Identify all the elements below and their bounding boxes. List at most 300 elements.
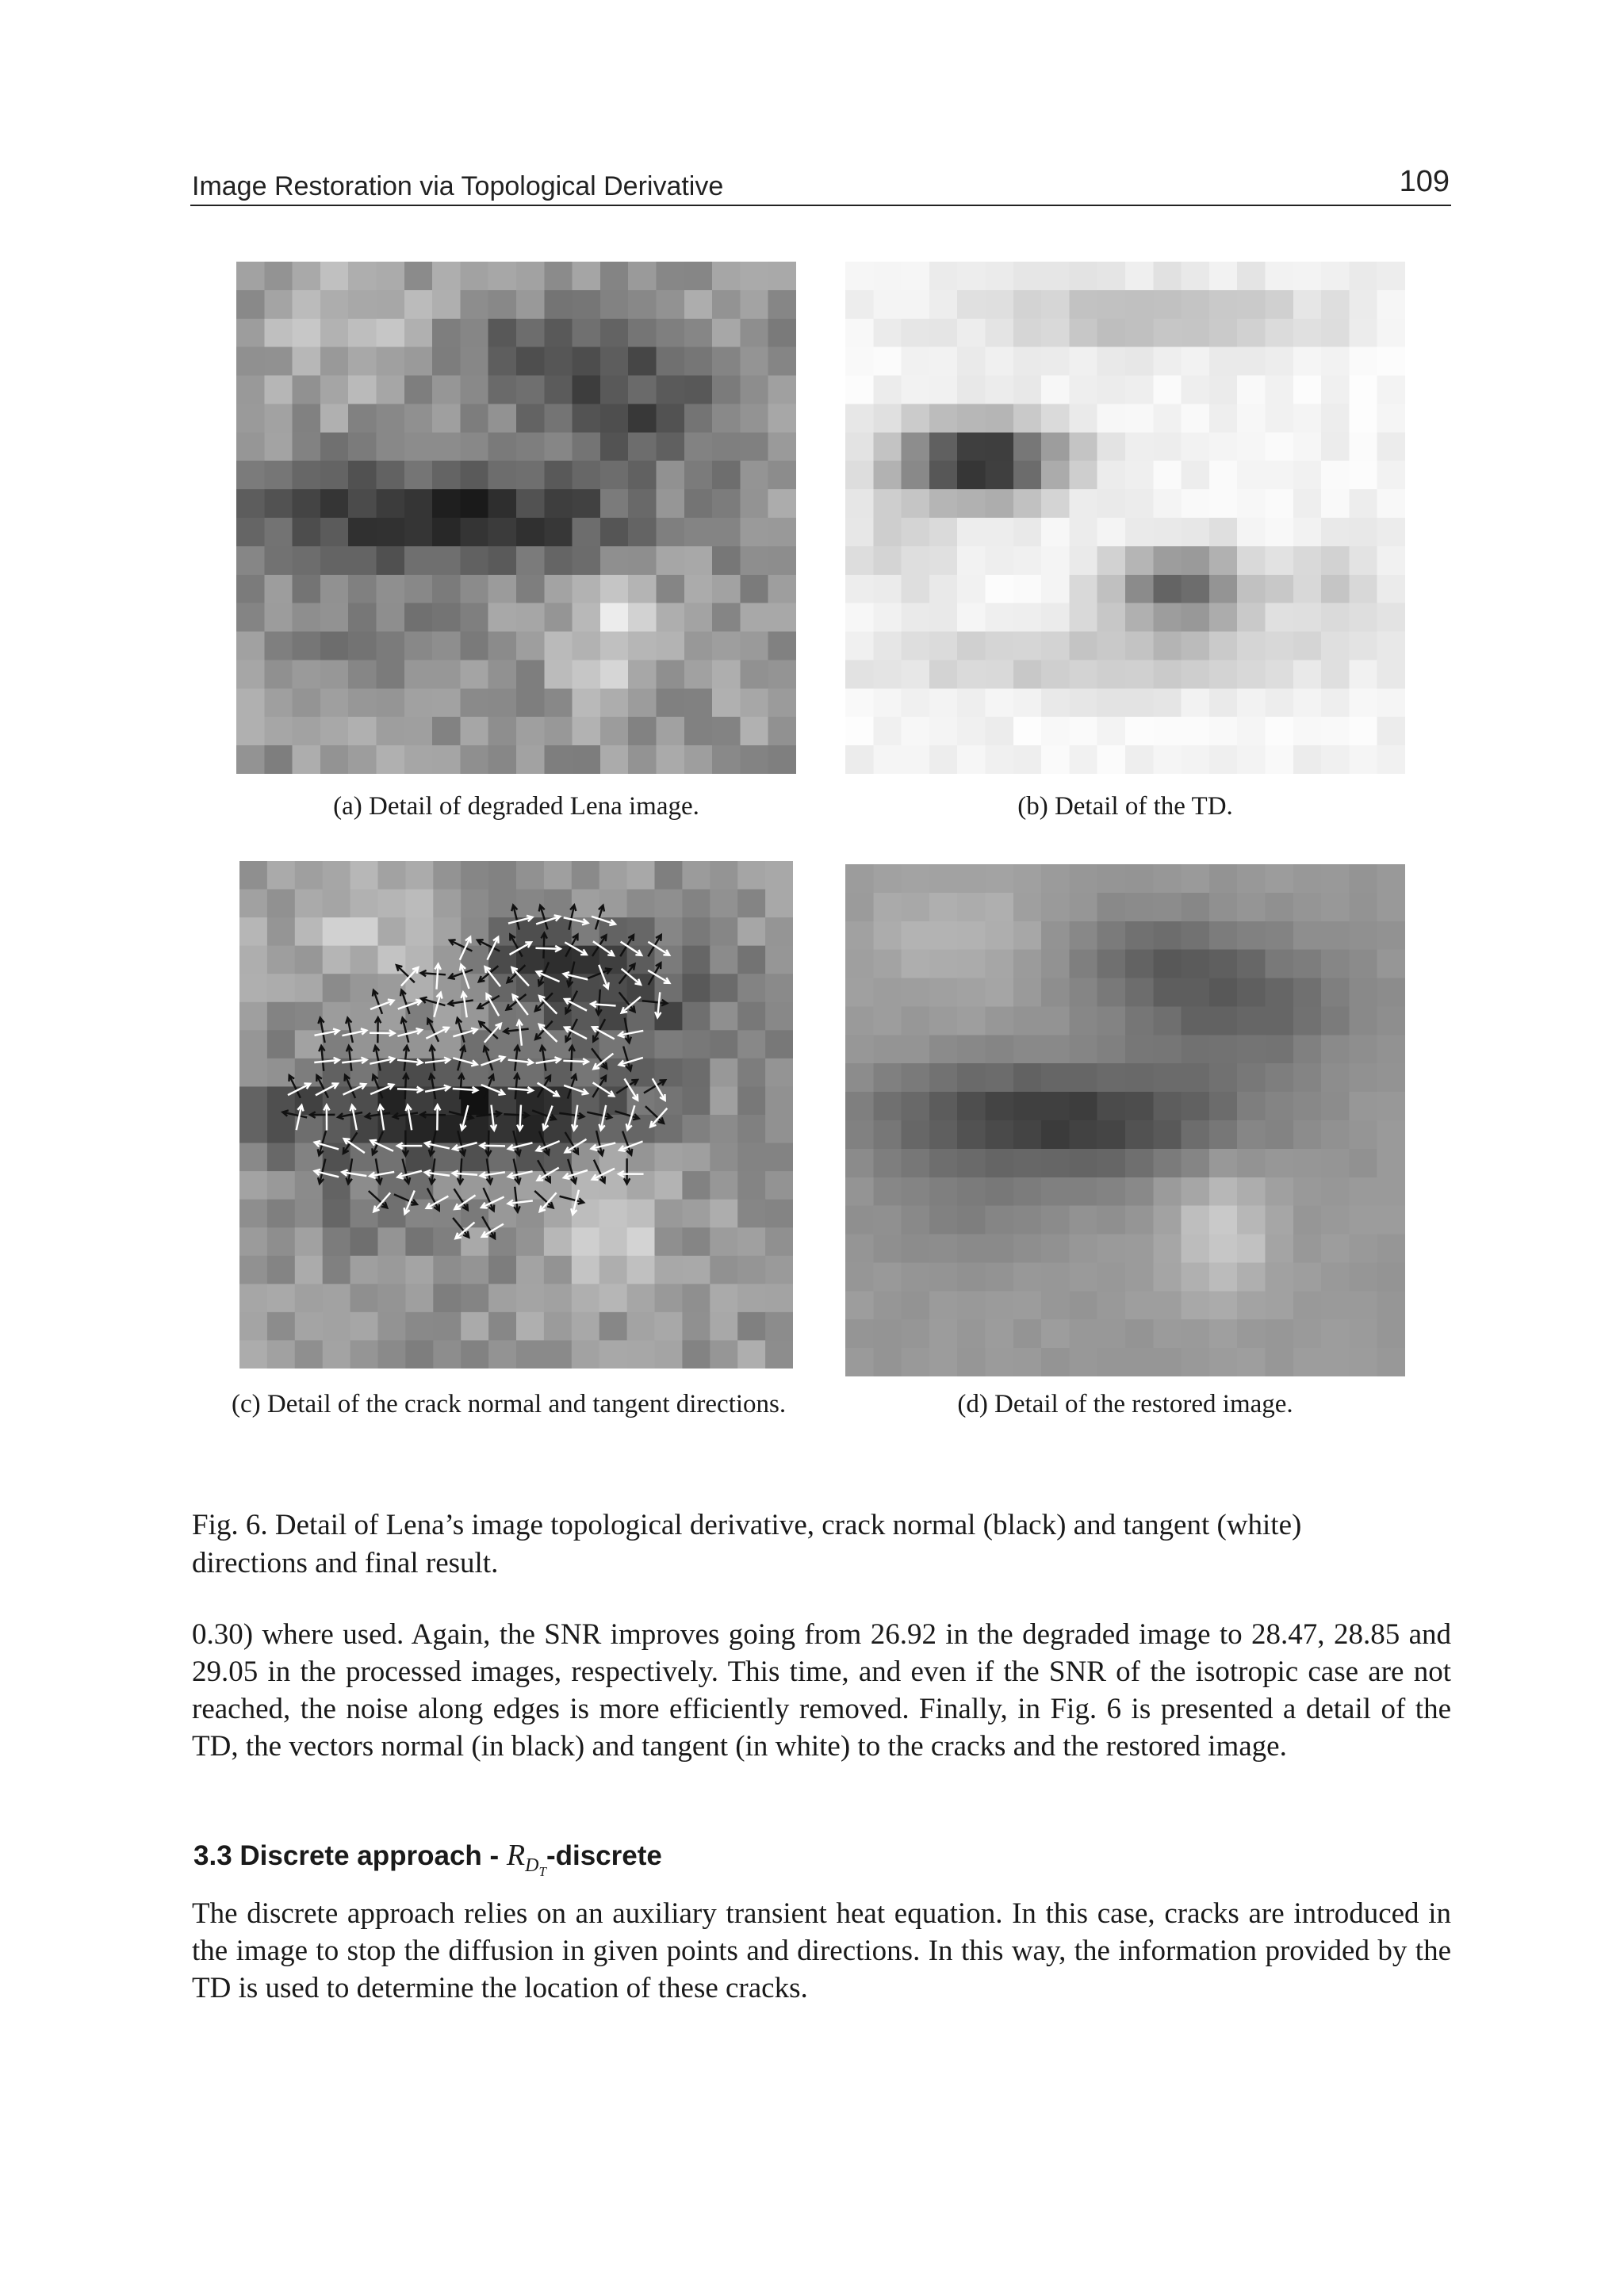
degraded-image-pixel bbox=[404, 632, 433, 661]
td-map-pixel bbox=[1293, 745, 1322, 774]
restored-image-pixel bbox=[1209, 1291, 1238, 1320]
degraded-image-pixel bbox=[236, 262, 265, 291]
td-map-pixel bbox=[1293, 518, 1322, 547]
td-map-pixel bbox=[986, 432, 1014, 461]
restored-image-pixel bbox=[1125, 893, 1154, 922]
td-map-pixel bbox=[1041, 290, 1070, 320]
td-map-pixel bbox=[873, 461, 902, 490]
crack-image-pixel bbox=[599, 1284, 628, 1312]
restored-image-pixel bbox=[1125, 1291, 1154, 1320]
degraded-image-pixel bbox=[236, 319, 265, 348]
crack-image-pixel bbox=[737, 1312, 766, 1341]
crack-image-pixel bbox=[405, 1030, 434, 1058]
restored-image-pixel bbox=[1153, 1235, 1182, 1264]
crack-image-pixel bbox=[267, 861, 296, 890]
crack-image-pixel bbox=[682, 861, 710, 890]
crack-image-pixel bbox=[737, 861, 766, 890]
degraded-image-pixel bbox=[488, 603, 517, 633]
degraded-image-pixel bbox=[488, 461, 517, 490]
restored-image-pixel bbox=[1041, 1006, 1070, 1035]
restored-image-pixel bbox=[1125, 1063, 1154, 1093]
restored-image-pixel bbox=[902, 1291, 930, 1320]
td-map-pixel bbox=[845, 461, 874, 490]
crack-image-pixel bbox=[544, 890, 573, 918]
degraded-image-pixel bbox=[657, 660, 685, 689]
td-map-pixel bbox=[1041, 632, 1070, 661]
degraded-image-pixel bbox=[712, 575, 741, 604]
restored-image-pixel bbox=[1125, 1120, 1154, 1150]
td-map-pixel bbox=[873, 660, 902, 689]
restored-image-pixel bbox=[1209, 1063, 1238, 1093]
td-map-pixel bbox=[873, 262, 902, 291]
degraded-image-pixel bbox=[628, 404, 657, 433]
restored-image-pixel bbox=[1209, 1319, 1238, 1349]
td-map-pixel bbox=[1293, 632, 1322, 661]
degraded-image-pixel bbox=[684, 745, 713, 774]
degraded-image-pixel bbox=[740, 262, 768, 291]
figure-panel-c-crack-directions bbox=[239, 861, 793, 1369]
restored-image-pixel bbox=[957, 950, 986, 979]
degraded-image-pixel bbox=[573, 546, 601, 576]
degraded-image-pixel bbox=[293, 461, 321, 490]
degraded-image-pixel bbox=[488, 376, 517, 405]
td-map-pixel bbox=[1013, 376, 1042, 405]
restored-image-pixel bbox=[1125, 950, 1154, 979]
td-map-pixel bbox=[1266, 632, 1294, 661]
restored-image-pixel bbox=[902, 1235, 930, 1264]
td-map-pixel bbox=[1013, 717, 1042, 746]
td-map-pixel bbox=[1153, 546, 1182, 576]
degraded-image-pixel bbox=[768, 603, 796, 633]
td-map-pixel bbox=[1321, 262, 1350, 291]
td-map-pixel bbox=[1097, 461, 1126, 490]
degraded-image-pixel bbox=[684, 376, 713, 405]
td-map-pixel bbox=[957, 404, 986, 433]
td-map-pixel bbox=[1377, 660, 1405, 689]
restored-image-pixel bbox=[957, 1063, 986, 1093]
restored-image-pixel bbox=[1209, 864, 1238, 894]
restored-image-pixel bbox=[1069, 1235, 1097, 1264]
crack-image-pixel bbox=[627, 1256, 656, 1284]
td-map-pixel bbox=[1349, 546, 1377, 576]
crack-image-pixel bbox=[267, 1340, 296, 1369]
td-map-pixel bbox=[957, 290, 986, 320]
restored-image-pixel bbox=[845, 1092, 874, 1121]
restored-image-pixel bbox=[1013, 1120, 1042, 1150]
crack-image-pixel bbox=[405, 1002, 434, 1031]
td-map-pixel bbox=[1125, 347, 1154, 377]
degraded-image-pixel bbox=[516, 717, 545, 746]
td-map-pixel bbox=[873, 432, 902, 461]
td-map-pixel bbox=[1097, 432, 1126, 461]
degraded-image-pixel bbox=[712, 717, 741, 746]
restored-image-pixel bbox=[1209, 1092, 1238, 1121]
degraded-image-pixel bbox=[544, 461, 573, 490]
restored-image-pixel bbox=[1182, 1291, 1210, 1320]
td-map-pixel bbox=[1293, 432, 1322, 461]
crack-image-pixel bbox=[627, 861, 656, 890]
td-map-pixel bbox=[873, 319, 902, 348]
td-map-pixel bbox=[929, 404, 958, 433]
restored-image-pixel bbox=[1237, 1006, 1266, 1035]
degraded-image-pixel bbox=[404, 347, 433, 377]
restored-image-pixel bbox=[1349, 978, 1377, 1008]
crack-image-pixel bbox=[710, 1256, 738, 1284]
restored-image-pixel bbox=[1266, 1092, 1294, 1121]
crack-image-pixel bbox=[710, 861, 738, 890]
crack-image-pixel bbox=[433, 1312, 462, 1341]
restored-image-pixel bbox=[1349, 1206, 1377, 1235]
td-map-pixel bbox=[1266, 319, 1294, 348]
td-map-pixel bbox=[1125, 290, 1154, 320]
degraded-image-pixel bbox=[573, 432, 601, 461]
degraded-image-pixel bbox=[657, 432, 685, 461]
crack-image-pixel bbox=[239, 1312, 268, 1341]
degraded-image-pixel bbox=[348, 603, 377, 633]
crack-image-pixel bbox=[710, 917, 738, 946]
td-map-pixel bbox=[1041, 404, 1070, 433]
td-map-pixel bbox=[1293, 376, 1322, 405]
degraded-image-pixel bbox=[488, 660, 517, 689]
restored-image-pixel bbox=[1069, 1291, 1097, 1320]
degraded-image-pixel bbox=[348, 546, 377, 576]
crack-image-pixel bbox=[765, 1227, 793, 1256]
td-map-pixel bbox=[902, 632, 930, 661]
degraded-image-pixel bbox=[657, 376, 685, 405]
restored-image-pixel bbox=[929, 1206, 958, 1235]
crack-image-pixel bbox=[433, 1227, 462, 1256]
restored-image-pixel bbox=[1209, 950, 1238, 979]
crack-image-pixel bbox=[295, 946, 324, 974]
restored-image-pixel bbox=[1266, 1235, 1294, 1264]
td-map-pixel bbox=[1209, 717, 1238, 746]
crack-image-pixel bbox=[239, 1227, 268, 1256]
degraded-image-pixel bbox=[684, 632, 713, 661]
figure-caption: Fig. 6. Detail of Lena’s image topological derivative, crack normal (black) and tangent (white) directions and final result. bbox=[192, 1509, 1302, 1579]
td-map-pixel bbox=[1069, 461, 1097, 490]
crack-image-pixel bbox=[239, 1171, 268, 1200]
degraded-image-pixel bbox=[320, 347, 349, 377]
crack-image-pixel bbox=[378, 861, 407, 890]
degraded-image-pixel bbox=[432, 290, 461, 320]
crack-image-pixel bbox=[295, 1086, 324, 1115]
td-map-pixel bbox=[929, 632, 958, 661]
td-map-pixel bbox=[929, 432, 958, 461]
restored-image-pixel bbox=[986, 864, 1014, 894]
crack-image-pixel bbox=[599, 1312, 628, 1341]
crack-image-pixel bbox=[737, 1200, 766, 1228]
td-map-pixel bbox=[1209, 319, 1238, 348]
restored-image-pixel bbox=[1349, 950, 1377, 979]
degraded-image-pixel bbox=[264, 603, 293, 633]
restored-image-pixel bbox=[1377, 1291, 1405, 1320]
td-map-pixel bbox=[1266, 745, 1294, 774]
restored-image-pixel bbox=[1182, 1063, 1210, 1093]
degraded-image-pixel bbox=[264, 660, 293, 689]
degraded-image-pixel bbox=[684, 603, 713, 633]
td-map-pixel bbox=[1237, 717, 1266, 746]
td-map-pixel bbox=[1013, 603, 1042, 633]
restored-image-pixel bbox=[1125, 1206, 1154, 1235]
crack-image-pixel bbox=[295, 1002, 324, 1031]
degraded-image-pixel bbox=[768, 489, 796, 519]
degraded-image-pixel bbox=[573, 575, 601, 604]
td-map-pixel bbox=[902, 461, 930, 490]
td-map-pixel bbox=[1293, 489, 1322, 519]
degraded-image-pixel bbox=[712, 290, 741, 320]
crack-image-pixel bbox=[544, 861, 573, 890]
degraded-image-pixel bbox=[320, 290, 349, 320]
crack-image-pixel bbox=[544, 917, 573, 946]
td-map-pixel bbox=[1237, 461, 1266, 490]
crack-image-pixel bbox=[572, 861, 600, 890]
restored-image-pixel bbox=[1321, 978, 1350, 1008]
restored-image-pixel bbox=[1266, 978, 1294, 1008]
degraded-image-pixel bbox=[236, 376, 265, 405]
crack-image-pixel bbox=[682, 1086, 710, 1115]
restored-image-pixel bbox=[873, 1319, 902, 1349]
restored-image-pixel bbox=[1209, 893, 1238, 922]
td-map-pixel bbox=[1125, 546, 1154, 576]
degraded-image-pixel bbox=[712, 660, 741, 689]
degraded-image-pixel bbox=[293, 347, 321, 377]
restored-image-pixel bbox=[1377, 1149, 1405, 1178]
degraded-image-pixel bbox=[600, 632, 629, 661]
degraded-image-pixel bbox=[544, 546, 573, 576]
degraded-image-pixel bbox=[404, 546, 433, 576]
td-map-pixel bbox=[1377, 688, 1405, 718]
crack-image-pixel bbox=[627, 1030, 656, 1058]
degraded-image-pixel bbox=[628, 347, 657, 377]
degraded-image-pixel bbox=[404, 290, 433, 320]
restored-image-pixel bbox=[986, 1206, 1014, 1235]
restored-image-pixel bbox=[1069, 1092, 1097, 1121]
restored-image-pixel bbox=[1349, 1235, 1377, 1264]
crack-image-pixel bbox=[267, 917, 296, 946]
degraded-image-pixel bbox=[236, 660, 265, 689]
restored-image-pixel bbox=[845, 1120, 874, 1150]
degraded-image-pixel bbox=[712, 347, 741, 377]
restored-image-pixel bbox=[957, 893, 986, 922]
td-map-pixel bbox=[1013, 745, 1042, 774]
td-map-pixel bbox=[1349, 262, 1377, 291]
degraded-image-pixel bbox=[377, 546, 405, 576]
crack-image-pixel bbox=[267, 1115, 296, 1143]
degraded-image-pixel bbox=[573, 717, 601, 746]
crack-image-pixel bbox=[599, 1227, 628, 1256]
crack-image-pixel bbox=[378, 1058, 407, 1087]
td-map-pixel bbox=[929, 319, 958, 348]
degraded-image-pixel bbox=[600, 518, 629, 547]
restored-image-pixel bbox=[1209, 921, 1238, 951]
restored-image-pixel bbox=[1013, 1206, 1042, 1235]
td-map-pixel bbox=[1182, 262, 1210, 291]
crack-image-pixel bbox=[488, 1256, 517, 1284]
degraded-image-pixel bbox=[544, 404, 573, 433]
crack-image-pixel bbox=[765, 1030, 793, 1058]
crack-image-pixel bbox=[405, 1284, 434, 1312]
restored-image-pixel bbox=[957, 921, 986, 951]
td-map-pixel bbox=[1013, 290, 1042, 320]
crack-image-pixel bbox=[710, 1284, 738, 1312]
restored-image-pixel bbox=[1153, 1262, 1182, 1292]
degraded-image-pixel bbox=[460, 660, 488, 689]
td-map-pixel bbox=[957, 489, 986, 519]
degraded-image-pixel bbox=[516, 518, 545, 547]
crack-image-pixel bbox=[239, 946, 268, 974]
degraded-image-pixel bbox=[712, 404, 741, 433]
degraded-image-pixel bbox=[544, 575, 573, 604]
restored-image-pixel bbox=[1237, 864, 1266, 894]
degraded-image-pixel bbox=[712, 546, 741, 576]
degraded-image-pixel bbox=[712, 376, 741, 405]
restored-image-pixel bbox=[1377, 864, 1405, 894]
degraded-image-pixel bbox=[320, 518, 349, 547]
degraded-image-pixel bbox=[377, 404, 405, 433]
crack-image-pixel bbox=[599, 1200, 628, 1228]
crack-image-pixel bbox=[378, 890, 407, 918]
td-map-pixel bbox=[986, 461, 1014, 490]
crack-image-pixel bbox=[239, 1256, 268, 1284]
restored-image-pixel bbox=[902, 1092, 930, 1121]
crack-image-pixel bbox=[461, 1284, 489, 1312]
td-map-pixel bbox=[1321, 717, 1350, 746]
degraded-image-pixel bbox=[488, 262, 517, 291]
degraded-image-pixel bbox=[432, 319, 461, 348]
degraded-image-pixel bbox=[488, 290, 517, 320]
td-map-pixel bbox=[1097, 319, 1126, 348]
td-map-pixel bbox=[1153, 262, 1182, 291]
restored-image-pixel bbox=[845, 893, 874, 922]
td-map-pixel bbox=[1041, 660, 1070, 689]
crack-image-pixel bbox=[267, 1002, 296, 1031]
restored-image-pixel bbox=[929, 1235, 958, 1264]
crack-image-pixel bbox=[378, 1086, 407, 1115]
restored-image-pixel bbox=[1041, 921, 1070, 951]
restored-image-pixel bbox=[1013, 1092, 1042, 1121]
restored-image-pixel bbox=[845, 1262, 874, 1292]
crack-image-pixel bbox=[682, 917, 710, 946]
crack-image-pixel bbox=[516, 861, 545, 890]
degraded-image-pixel bbox=[657, 461, 685, 490]
degraded-image-pixel bbox=[768, 432, 796, 461]
degraded-image-pixel bbox=[600, 546, 629, 576]
degraded-image-pixel bbox=[404, 660, 433, 689]
td-map-pixel bbox=[845, 575, 874, 604]
crack-image-pixel bbox=[378, 1227, 407, 1256]
crack-image-pixel bbox=[710, 974, 738, 1002]
restored-image-pixel bbox=[957, 1120, 986, 1150]
td-map-pixel bbox=[1069, 688, 1097, 718]
degraded-image-pixel bbox=[320, 603, 349, 633]
degraded-image-pixel bbox=[293, 518, 321, 547]
degraded-image-pixel bbox=[684, 319, 713, 348]
degraded-image-pixel bbox=[377, 290, 405, 320]
restored-image-pixel bbox=[1013, 1235, 1042, 1264]
crack-image-pixel bbox=[405, 1340, 434, 1369]
crack-image-pixel bbox=[710, 1058, 738, 1087]
td-map-pixel bbox=[1377, 603, 1405, 633]
td-map-pixel bbox=[1069, 575, 1097, 604]
td-map-pixel bbox=[986, 376, 1014, 405]
restored-image-pixel bbox=[873, 1092, 902, 1121]
td-map-pixel bbox=[957, 319, 986, 348]
restored-image-pixel bbox=[1041, 1120, 1070, 1150]
restored-image-pixel bbox=[845, 1063, 874, 1093]
degraded-image-pixel bbox=[320, 262, 349, 291]
td-map-pixel bbox=[1237, 290, 1266, 320]
degraded-image-pixel bbox=[516, 603, 545, 633]
degraded-image-pixel bbox=[264, 347, 293, 377]
crack-image-pixel bbox=[627, 890, 656, 918]
td-map-pixel bbox=[1237, 745, 1266, 774]
degraded-image-pixel bbox=[740, 290, 768, 320]
restored-image-pixel bbox=[1013, 1006, 1042, 1035]
td-map-pixel bbox=[1293, 347, 1322, 377]
degraded-image-pixel bbox=[573, 376, 601, 405]
td-map-pixel bbox=[957, 660, 986, 689]
crack-image-pixel bbox=[267, 1058, 296, 1087]
td-map-pixel bbox=[1377, 575, 1405, 604]
restored-image-pixel bbox=[1125, 1319, 1154, 1349]
restored-image-pixel bbox=[1182, 1149, 1210, 1178]
restored-image-pixel bbox=[1377, 1120, 1405, 1150]
degraded-image-pixel bbox=[573, 518, 601, 547]
degraded-image-pixel bbox=[657, 262, 685, 291]
degraded-image-pixel bbox=[236, 489, 265, 519]
crack-image-pixel bbox=[267, 1200, 296, 1228]
crack-image-pixel bbox=[599, 1340, 628, 1369]
td-map-pixel bbox=[1182, 546, 1210, 576]
degraded-image-pixel bbox=[600, 688, 629, 718]
crack-image-pixel bbox=[627, 917, 656, 946]
degraded-image-pixel bbox=[600, 290, 629, 320]
restored-image-pixel bbox=[902, 921, 930, 951]
degraded-image-pixel bbox=[488, 404, 517, 433]
degraded-image-pixel bbox=[657, 603, 685, 633]
degraded-image-pixel bbox=[768, 660, 796, 689]
td-map-pixel bbox=[1153, 717, 1182, 746]
td-map-pixel bbox=[1182, 575, 1210, 604]
restored-image-pixel bbox=[1293, 864, 1322, 894]
td-map-pixel bbox=[1153, 461, 1182, 490]
degraded-image-pixel bbox=[768, 518, 796, 547]
td-map-pixel bbox=[1097, 660, 1126, 689]
degraded-image-pixel bbox=[628, 489, 657, 519]
crack-image-pixel bbox=[350, 1256, 379, 1284]
restored-image-pixel bbox=[1266, 893, 1294, 922]
td-map-pixel bbox=[902, 717, 930, 746]
degraded-image-pixel bbox=[768, 717, 796, 746]
restored-image-pixel bbox=[1182, 1092, 1210, 1121]
td-map-pixel bbox=[1097, 688, 1126, 718]
td-map-pixel bbox=[929, 660, 958, 689]
td-map-pixel bbox=[957, 376, 986, 405]
crack-image-pixel bbox=[682, 1312, 710, 1341]
td-map-pixel bbox=[986, 660, 1014, 689]
degraded-image-pixel bbox=[657, 745, 685, 774]
crack-image-pixel bbox=[737, 1143, 766, 1172]
degraded-image-pixel bbox=[264, 290, 293, 320]
crack-image-pixel bbox=[737, 917, 766, 946]
restored-image-pixel bbox=[1209, 1149, 1238, 1178]
crack-image-pixel bbox=[405, 1227, 434, 1256]
degraded-image-pixel bbox=[684, 489, 713, 519]
crack-image-pixel bbox=[405, 917, 434, 946]
body-paragraph-1: 0.30) where used. Again, the SNR improves going from 26.92 in the degraded image to 28.47, 28.85 and 29.05 in the processed images, respectively. This time, and even if the SNR of the isotropic case are not reached, the noise along edges is more efficiently removed. Finally, in Fig. 6 is presented a detail of the TD, the vectors normal (in black) and tangent (in white) to the cracks and the restored image. bbox=[192, 1618, 1451, 1763]
restored-image-pixel bbox=[1182, 864, 1210, 894]
td-map-pixel bbox=[929, 717, 958, 746]
